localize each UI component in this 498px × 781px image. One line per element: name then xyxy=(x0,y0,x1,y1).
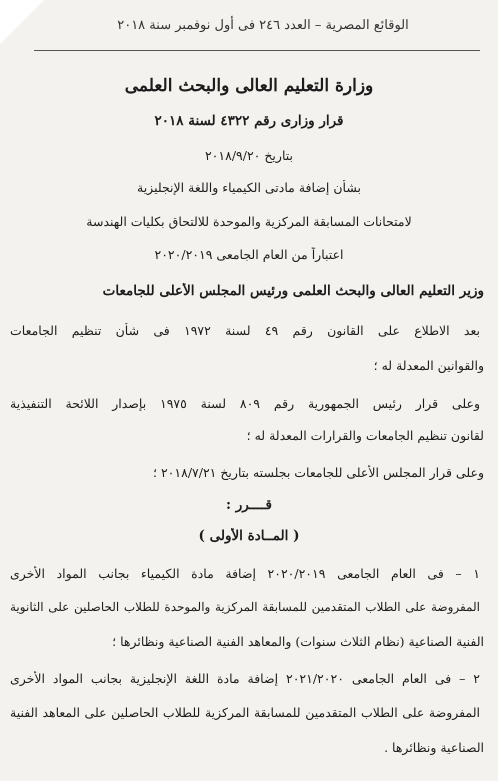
decree-date: بتاريخ ٢٠١٨/٩/٢٠ xyxy=(204,148,294,163)
gazette-header: الوقائع المصرية – العدد ٢٤٦ فى أول نوفمبر سنة ٢٠١٨ xyxy=(117,18,409,33)
article-heading: ( المــادة الأولى ) xyxy=(198,528,300,544)
decree-number: قرار وزارى رقم ٤٣٢٢ لسنة ٢٠١٨ xyxy=(154,113,344,129)
preamble-line-1: بعد الاطلاع على القانون رقم ٤٩ لسنة ١٩٧٢ فى شأن تنظيم الجامعات xyxy=(10,323,480,338)
page-corner-fold xyxy=(0,0,44,44)
item-2-line-2: المفروضة على الطلاب المتقدمين للمسابقة المركزية للطلاب الحاصلين على المعاهد الفنية xyxy=(10,705,480,720)
preamble-line-3: وعلى قرار رئيس الجمهورية رقم ٨٠٩ لسنة ١٩٧٥ بإصدار اللائحة التنفيذية xyxy=(10,396,480,411)
preamble-line-2: والقوانين المعدلة له ؛ xyxy=(373,358,484,373)
decree-issuer: وزير التعليم العالى والبحث العلمى ورئيس المجلس الأعلى للجامعات xyxy=(102,283,484,299)
item-1-line-1: ١ – فى العام الجامعى ٢٠٢٠/٢٠١٩ إضافة مادة الكيمياء بجانب المواد الأخرى xyxy=(10,566,480,581)
item-2-line-1: ٢ – فى العام الجامعى ٢٠٢١/٢٠٢٠ إضافة مادة اللغة الإنجليزية بجانب المواد الأخرى xyxy=(10,671,480,686)
header-divider xyxy=(34,50,480,51)
item-2-line-3: الصناعية ونظائرها . xyxy=(384,740,484,755)
preamble-line-5: وعلى قرار المجلس الأعلى للجامعات بجلسته بتاريخ ٢٠١٨/٧/٢١ ؛ xyxy=(153,465,484,480)
decree-subject-line-1: بشأن إضافة مادتى الكيمياء واللغة الإنجليزية xyxy=(137,180,361,195)
decree-subject-line-3: اعتباراً من العام الجامعى ٢٠٢٠/٢٠١٩ xyxy=(154,247,344,262)
decree-subject-line-2: لامتحانات المسابقة المركزية والموحدة للالتحاق بكليات الهندسة xyxy=(86,214,412,229)
item-1-line-2: المفروضة على الطلاب المتقدمين للمسابقة المركزية والموحدة للطلاب الحاصلين على الثانوية xyxy=(10,600,480,614)
preamble-line-4: لقانون تنظيم الجامعات والقرارات المعدلة له ؛ xyxy=(246,428,484,443)
decision-heading: قــــرر : xyxy=(226,497,272,513)
ministry-title: وزارة التعليم العالى والبحث العلمى xyxy=(124,76,374,96)
item-1-line-3: الفنية الصناعية (نظام الثلاث سنوات) والمعاهد الفنية الصناعية ونظائرها ؛ xyxy=(112,634,484,649)
